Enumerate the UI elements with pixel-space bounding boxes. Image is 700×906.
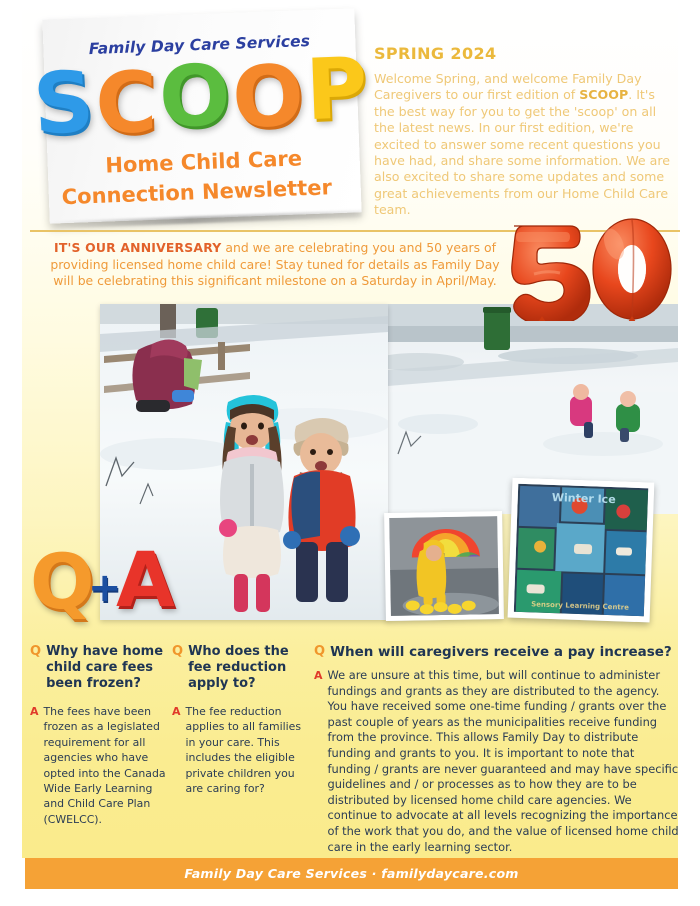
scoop-letter-o2: O [230,45,309,148]
a-marker-icon: A [30,705,39,718]
fifty-balloons-graphic [498,216,688,321]
q-marker-icon: Q [172,644,184,659]
qa-logo [28,535,188,642]
masthead-subtitle-line2: Connection Newsletter [61,175,333,210]
qa-section [30,644,680,854]
qa-item-2 [172,644,308,796]
issue-title: SPRING 2024 [374,44,497,63]
brand-line: Family Day Care Services [88,31,311,59]
qa-question-row [30,644,166,692]
a-marker-icon: A [172,705,181,718]
qa-answer-text: The fees have been frozen as a legislated requirement for all agencies who have opted into the Canada Wide Early Learning and Child Care Plan (CWELCC). [43,705,166,826]
intro-paragraph [374,71,674,219]
q-marker-icon: Q [314,644,326,659]
footer-bar [25,858,678,889]
anniversary-note [40,240,510,290]
qa-question-text: Who does the fee reduction apply to? [188,644,289,691]
scoop-letter-p: P [304,38,372,140]
qa-answer-row [30,704,166,827]
scoop-letter-s: S [30,52,99,154]
qa-item-1 [30,644,166,827]
masthead-subtitle-line1: Home Child Care [104,146,303,178]
qa-item-3 [314,644,680,855]
svg-text:Sensory Learning Centre: Sensory Learning Centre [531,600,630,612]
anniversary-text: and we are celebrating you and 50 years of providing licensed home child care! Stay tuned for details as Family Day will be celebrating this significant milestone on a Saturday in April/May. [50,240,500,289]
intro-text-before: Welcome Spring, and welcome Family Day Caregivers to our first edition of [374,71,642,103]
qa-question-text: When will caregivers receive a pay increase? [330,644,672,660]
scoop-letter-o1: O [157,45,235,147]
footer-text: Family Day Care Services · familydaycare.com [184,866,519,881]
q-marker-icon: Q [30,644,42,659]
intro-text-bold: SCOOP [579,87,629,103]
qa-question-row [172,644,308,692]
qa-answer-row [314,668,680,855]
anniversary-lead: IT'S OUR ANNIVERSARY [54,240,222,255]
qa-answer-text: The fee reduction applies to all families in your care. This includes the eligible private children you are caring for? [185,705,302,796]
qa-answer-row [172,704,308,796]
intro-column [374,44,674,219]
qa-logo-a: A [116,535,175,624]
qa-question-text: Why have home child care fees been frozen? [46,644,164,691]
qa-question-row [314,644,680,660]
qa-logo-plus: + [88,565,122,611]
qa-answer-text: We are unsure at this time, but will continue to administer fundings and grants as they are distributed to the agency. You have received some one-time funding / grants over the past couple of years as the municipalities receive funding from the province. This allows Family Day to distribute funding and grants to you. It is important to note that funding / grants are never guaranteed and may have specific guidelines and / or processes as to how they are to be distributed by licensed home child care agencies. We continue to advocate at all levels recognizing the importance of the work that you do, and the value of licensed home child care in the early learning sector. [327,668,679,854]
photo-winter-ice-collage [508,478,655,623]
scoop-letter-c: C [94,53,161,153]
a-marker-icon: A [314,669,323,682]
masthead-content [30,8,372,223]
qa-logo-q: Q [30,537,95,626]
photo-child-with-rainbow-umbrella [384,511,504,621]
intro-text-after: . It's the best way for you to get the 'scoop' on all the latest news. In our first edition, we're excited to answer some recent questions you have had, and share some information. We are also excited to share some updates and some great achievements from our Home Child Care team. [374,87,671,218]
svg-text:Winter Ice: Winter Ice [551,490,616,507]
